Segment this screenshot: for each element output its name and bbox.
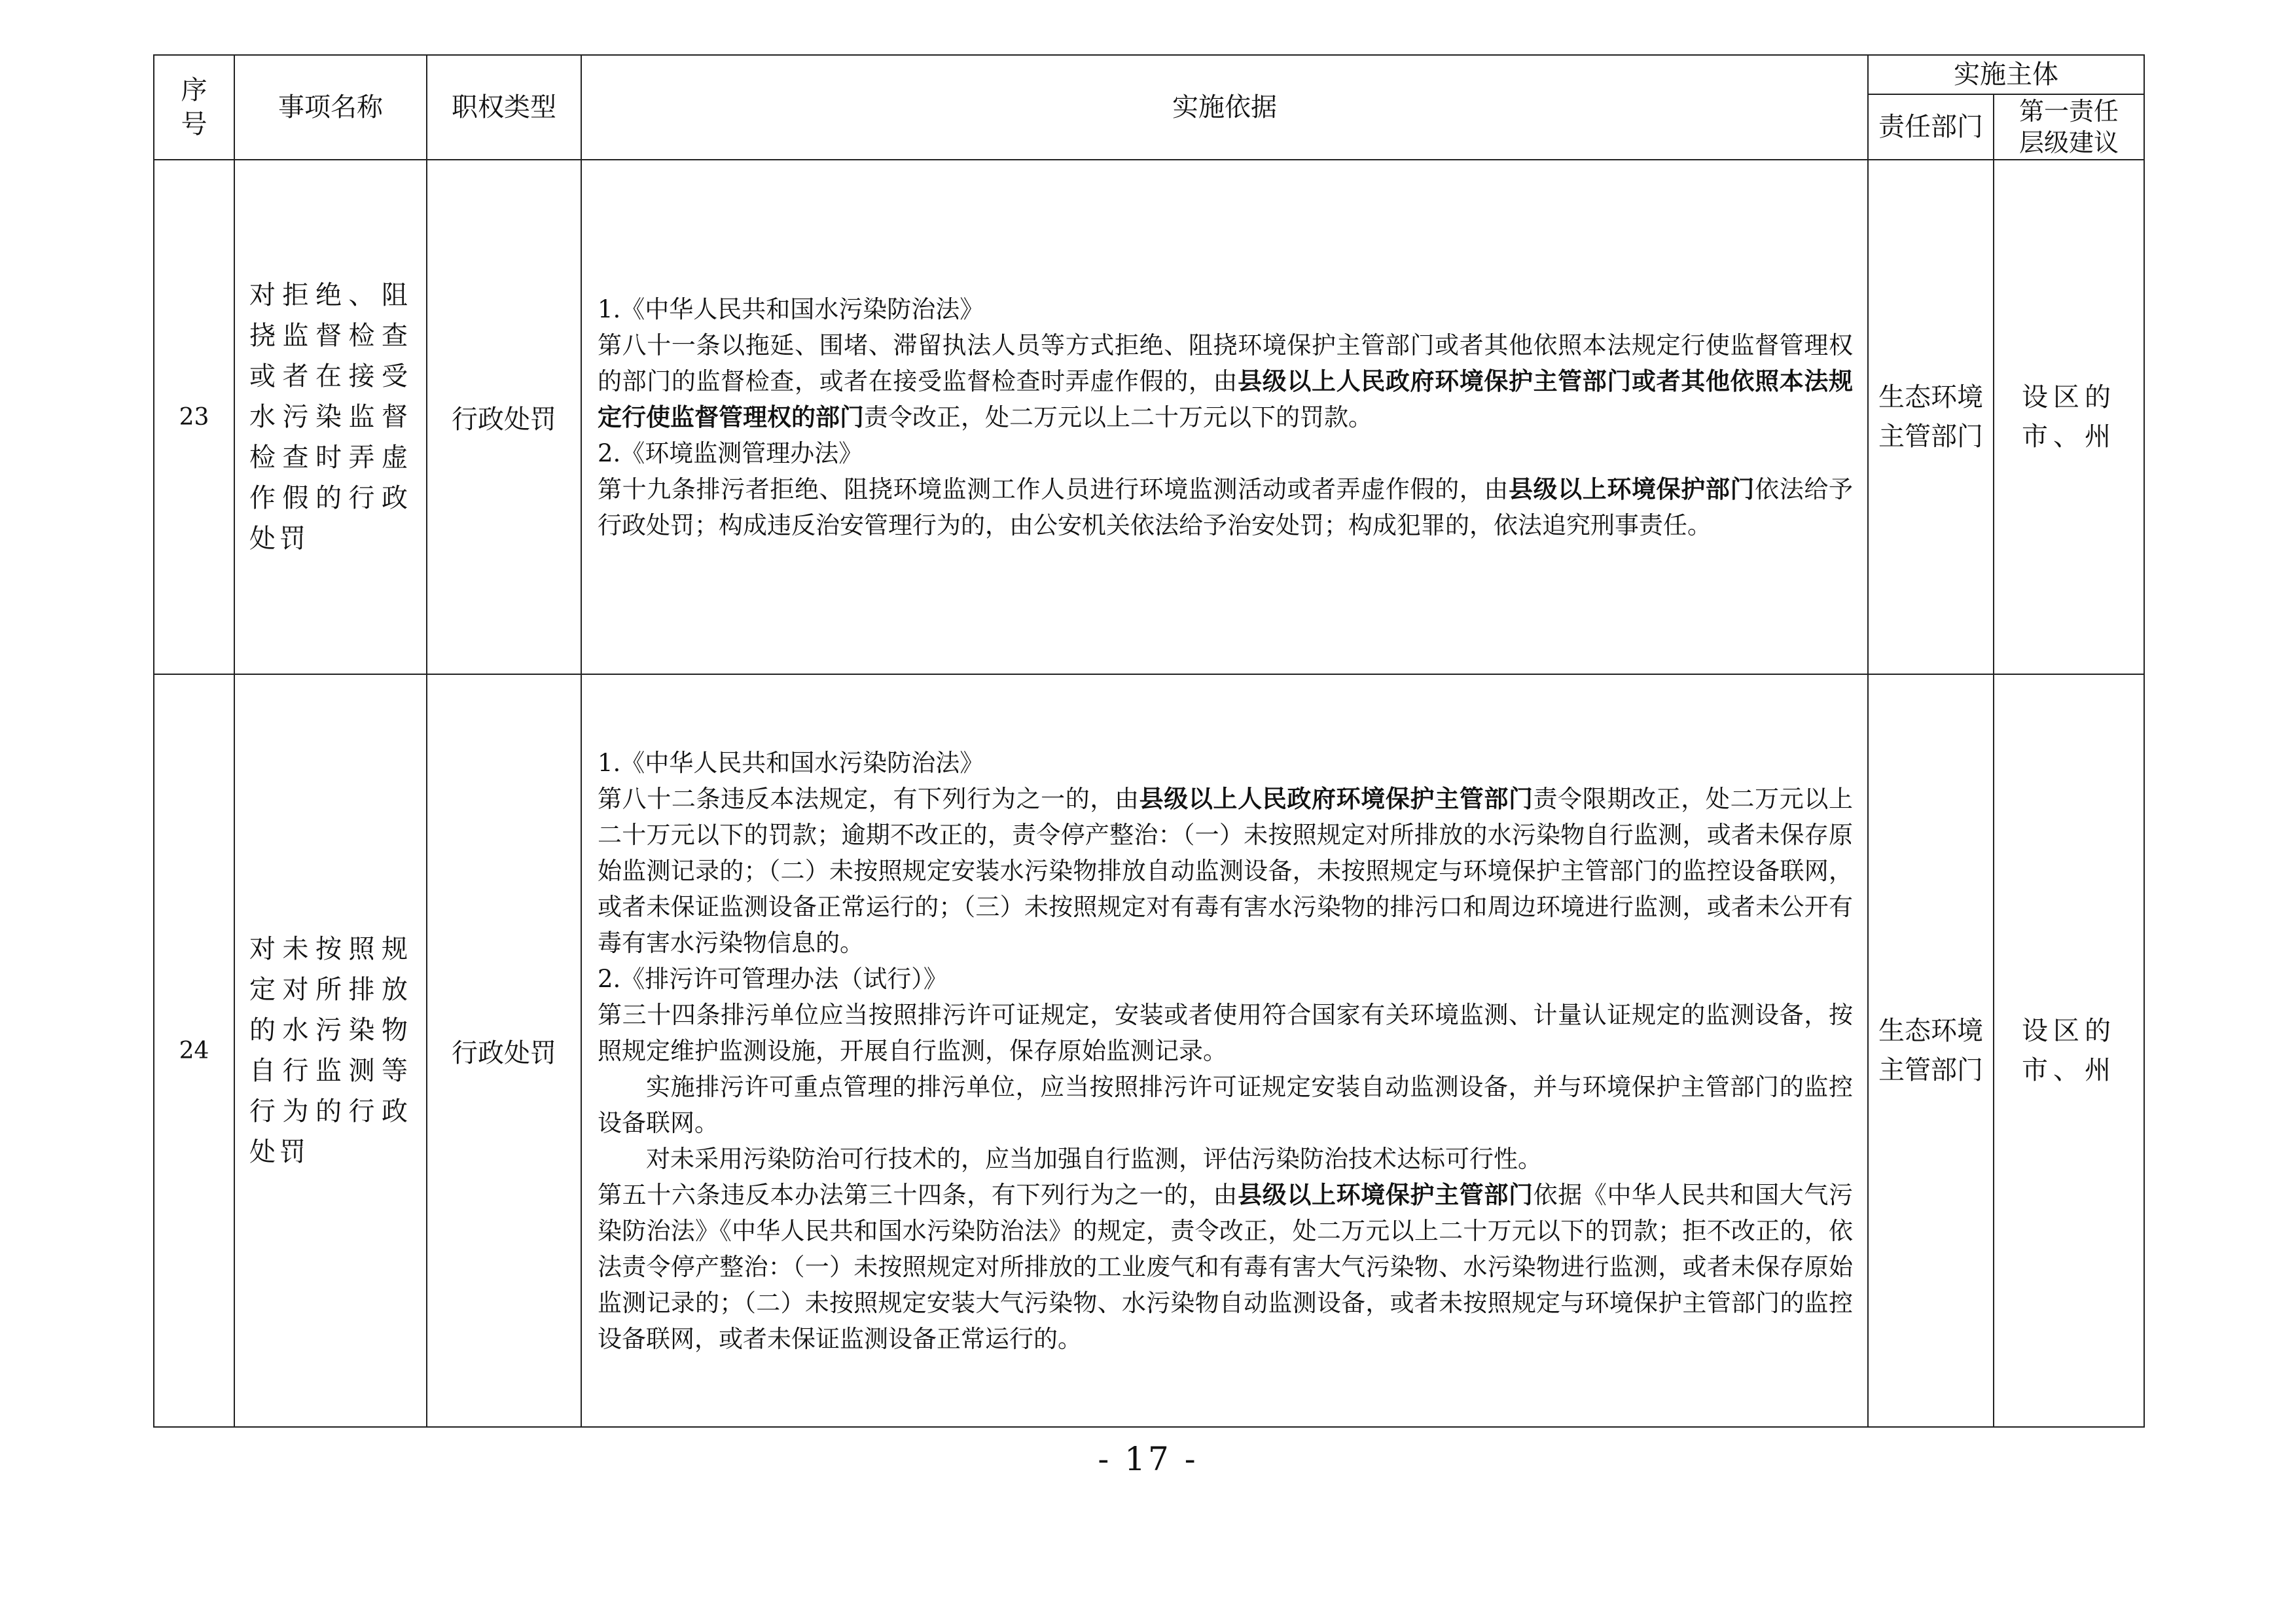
basis-paragraph [598, 1177, 1853, 1357]
page-number: - 17 - [1098, 1440, 1198, 1478]
basis-text: 第十九条排污者拒绝、阻挠环境监测工作人员进行环境监测活动或者弄虚作假的，由 [598, 475, 1509, 503]
header-row-1 [154, 55, 2144, 94]
first-level: 设区的市、州 [1994, 674, 2144, 1427]
power-type: 行政处罚 [427, 160, 581, 674]
power-type: 行政处罚 [427, 674, 581, 1427]
header-first-level: 第一责任层级建议 [1994, 94, 2144, 160]
basis-paragraph [598, 471, 1853, 543]
header-item-name: 事项名称 [234, 55, 427, 160]
basis-paragraph: 2.《环境监测管理办法》 [598, 439, 863, 467]
basis-text: 第八十二条违反本法规定，有下列行为之一的，由 [598, 784, 1139, 813]
header-subject: 实施主体 [1868, 55, 2144, 94]
basis-authority-text: 县级以上环境保护主管部门 [1238, 1180, 1534, 1209]
basis-paragraph: 对未采用污染防治可行技术的，应当加强自行监测，评估污染防治技术达标可行性。 [646, 1144, 1542, 1173]
header-basis: 实施依据 [581, 55, 1868, 160]
header-responsible-dept: 责任部门 [1868, 94, 1994, 160]
basis-paragraph: 实施排污许可重点管理的排污单位，应当按照排污许可证规定安装自动监测设备，并与环境保护主管部门的监控设备联网。 [598, 1072, 1853, 1137]
header-power-type: 职权类型 [427, 55, 581, 160]
basis-text: 责令限期改正，处二万元以上二十万元以下的罚款；逾期不改正的，责令停产整治：（一）未按照规定对所排放的水污染物自行监测，或者未保存原始监测记录的；（二）未按照规定安装水污染物排放自动监测设备，未按照规定与环境保护主管部门的监控设备联网，或者未保证监测设备正常运行的；（三）未按照规定对有毒有害水污染物的排污口和周边环境进行监测，或者未公开有毒有害水污染物信息的。 [598, 784, 1854, 957]
implementation-basis [581, 160, 1868, 674]
row-number: 24 [154, 674, 234, 1427]
basis-paragraph: 2.《排污许可管理办法（试行）》 [598, 964, 948, 993]
basis-paragraph [598, 781, 1853, 961]
basis-paragraph: 1.《中华人民共和国水污染防治法》 [598, 748, 984, 777]
responsible-dept: 生态环境主管部门 [1868, 674, 1994, 1427]
table-row [154, 674, 2144, 1427]
header-seq: 序号 [154, 55, 234, 160]
item-name: 对未按照规定对所排放的水污染物自行监测等行为的行政处罚 [234, 674, 427, 1427]
implementation-basis [581, 674, 1868, 1427]
first-level: 设区的市、州 [1994, 160, 2144, 674]
basis-paragraph: 第三十四条排污单位应当按照排污许可证规定，安装或者使用符合国家有关环境监测、计量认证规定的监测设备，按照规定维护监测设施，开展自行监测，保存原始监测记录。 [598, 1000, 1853, 1065]
basis-paragraph [598, 327, 1853, 435]
basis-text: 依据《中华人民共和国大气污染防治法》《中华人民共和国水污染防治法》的规定，责令改正，处二万元以上二十万元以下的罚款；拒不改正的，依法责令停产整治：（一）未按照规定对所排放的工业废气和有毒有害大气污染物、水污染物进行监测，或者未保存原始监测记录的；（二）未按照规定安装大气污染物、水污染物自动监测设备，或者未按照规定与环境保护主管部门的监控设备联网，或者未保证监测设备正常运行的。 [598, 1180, 1854, 1353]
basis-text: 责令改正，处二万元以上二十万元以下的罚款。 [864, 403, 1372, 431]
row-number: 23 [154, 160, 234, 674]
basis-text: 第五十六条违反本办法第三十四条，有下列行为之一的，由 [598, 1180, 1238, 1209]
basis-authority-text: 县级以上人民政府环境保护主管部门或者其他依照本法规定行使监督管理权的部门 [598, 366, 1854, 431]
basis-text: 依法给予行政处罚；构成违反治安管理行为的，由公安机关依法给予治安处罚；构成犯罪的，依法追究刑事责任。 [598, 475, 1854, 539]
table-row [154, 160, 2144, 674]
item-name: 对拒绝、阻挠监督检查或者在接受水污染监督检查时弄虚作假的行政处罚 [234, 160, 427, 674]
basis-text: 第八十一条以拖延、围堵、滞留执法人员等方式拒绝、阻挠环境保护主管部门或者其他依照本法规定行使监督管理权的部门的监督检查，或者在接受监督检查时弄虚作假的，由 [598, 331, 1853, 395]
basis-authority-text: 县级以上人民政府环境保护主管部门 [1139, 784, 1534, 813]
basis-paragraph: 1.《中华人民共和国水污染防治法》 [598, 295, 984, 323]
responsible-dept: 生态环境主管部门 [1868, 160, 1994, 674]
authority-table [153, 54, 2145, 1428]
basis-authority-text: 县级以上环境保护部门 [1508, 474, 1755, 503]
